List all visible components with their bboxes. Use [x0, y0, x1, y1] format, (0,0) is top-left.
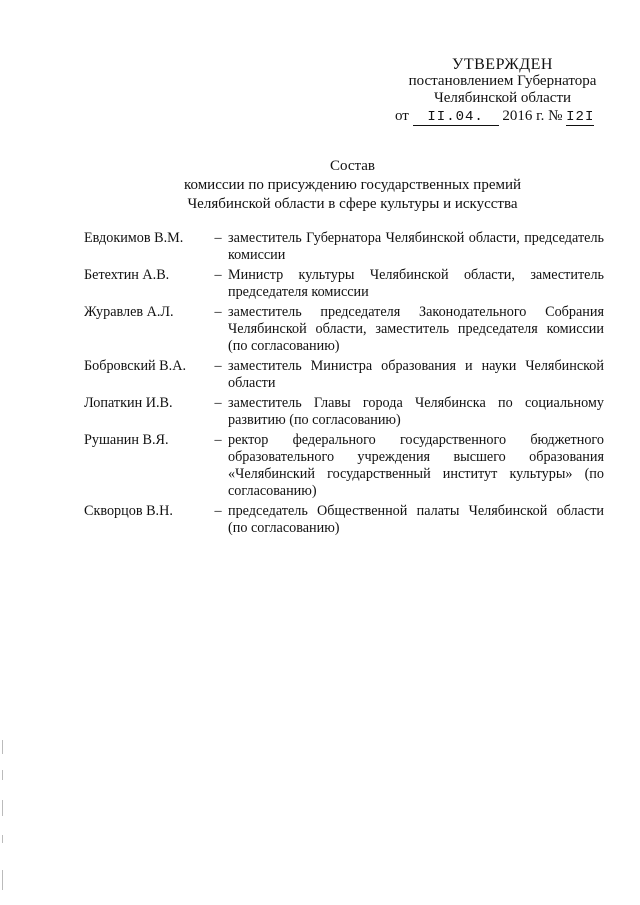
document-title: Состав — [329, 158, 375, 174]
approval-number-handwritten: I2I — [566, 109, 595, 125]
scan-edge-mark — [2, 800, 3, 816]
approval-stamp-block — [395, 56, 610, 126]
member-row — [84, 304, 604, 355]
member-dash: – — [214, 358, 222, 374]
member-role: заместитель Министра образования и науки Челябинской области — [228, 358, 604, 391]
member-row — [84, 267, 604, 301]
scan-edge-mark — [2, 835, 3, 843]
member-dash: – — [214, 304, 222, 320]
approval-year-text: 2016 г. № — [502, 108, 563, 124]
member-dash: – — [214, 267, 222, 283]
commission-members-list — [84, 230, 604, 540]
approval-date-line — [395, 108, 610, 126]
member-row — [84, 503, 604, 537]
member-name: Евдокимов В.М. — [84, 230, 184, 246]
member-role: Министр культуры Челябинской области, заместитель председателя комиссии — [228, 267, 604, 300]
member-name: Бетехтин А.В. — [84, 267, 170, 283]
member-dash: – — [214, 432, 222, 448]
member-name: Рушанин В.Я. — [84, 432, 169, 448]
member-role: заместитель Главы города Челябинска по социальному развитию (по согласованию) — [228, 395, 604, 428]
approval-from-prefix: от — [395, 108, 409, 124]
scan-edge-mark — [2, 740, 3, 754]
scan-edge-mark — [2, 770, 3, 780]
document-subtitle-1: комиссии по присуждению государственных премий — [183, 177, 522, 193]
member-row — [84, 395, 604, 429]
member-dash: – — [214, 503, 222, 519]
approval-date-handwritten: II.04. — [413, 110, 499, 126]
member-row — [84, 358, 604, 392]
member-name: Лопаткин И.В. — [84, 395, 173, 411]
member-row — [84, 432, 604, 500]
member-dash: – — [214, 395, 222, 411]
member-name: Бобровский В.А. — [84, 358, 186, 374]
approval-region: Челябинской области — [433, 90, 572, 106]
approval-heading: УТВЕРЖДЕН — [452, 56, 553, 73]
member-name: Скворцов В.Н. — [84, 503, 173, 519]
member-name: Журавлев А.Л. — [84, 304, 174, 320]
member-role: председатель Общественной палаты Челябинской области (по согласованию) — [228, 503, 604, 536]
scan-edge-mark — [2, 870, 3, 890]
member-dash: – — [214, 230, 222, 246]
member-role: ректор федерального государственного бюджетного образовательного учреждения высшего образования «Челябинский государственный институт культуры» (по согласованию) — [228, 432, 604, 499]
member-row — [84, 230, 604, 264]
document-subtitle-2: Челябинской области в сфере культуры и искусства — [187, 196, 518, 212]
document-title-block — [100, 157, 605, 214]
approval-resolution: постановлением Губернатора — [408, 73, 597, 89]
member-role: заместитель Губернатора Челябинской области, председатель комиссии — [228, 230, 604, 263]
member-role: заместитель председателя Законодательного Собрания Челябинской области, заместитель председателя комиссии (по согласованию) — [228, 304, 604, 354]
